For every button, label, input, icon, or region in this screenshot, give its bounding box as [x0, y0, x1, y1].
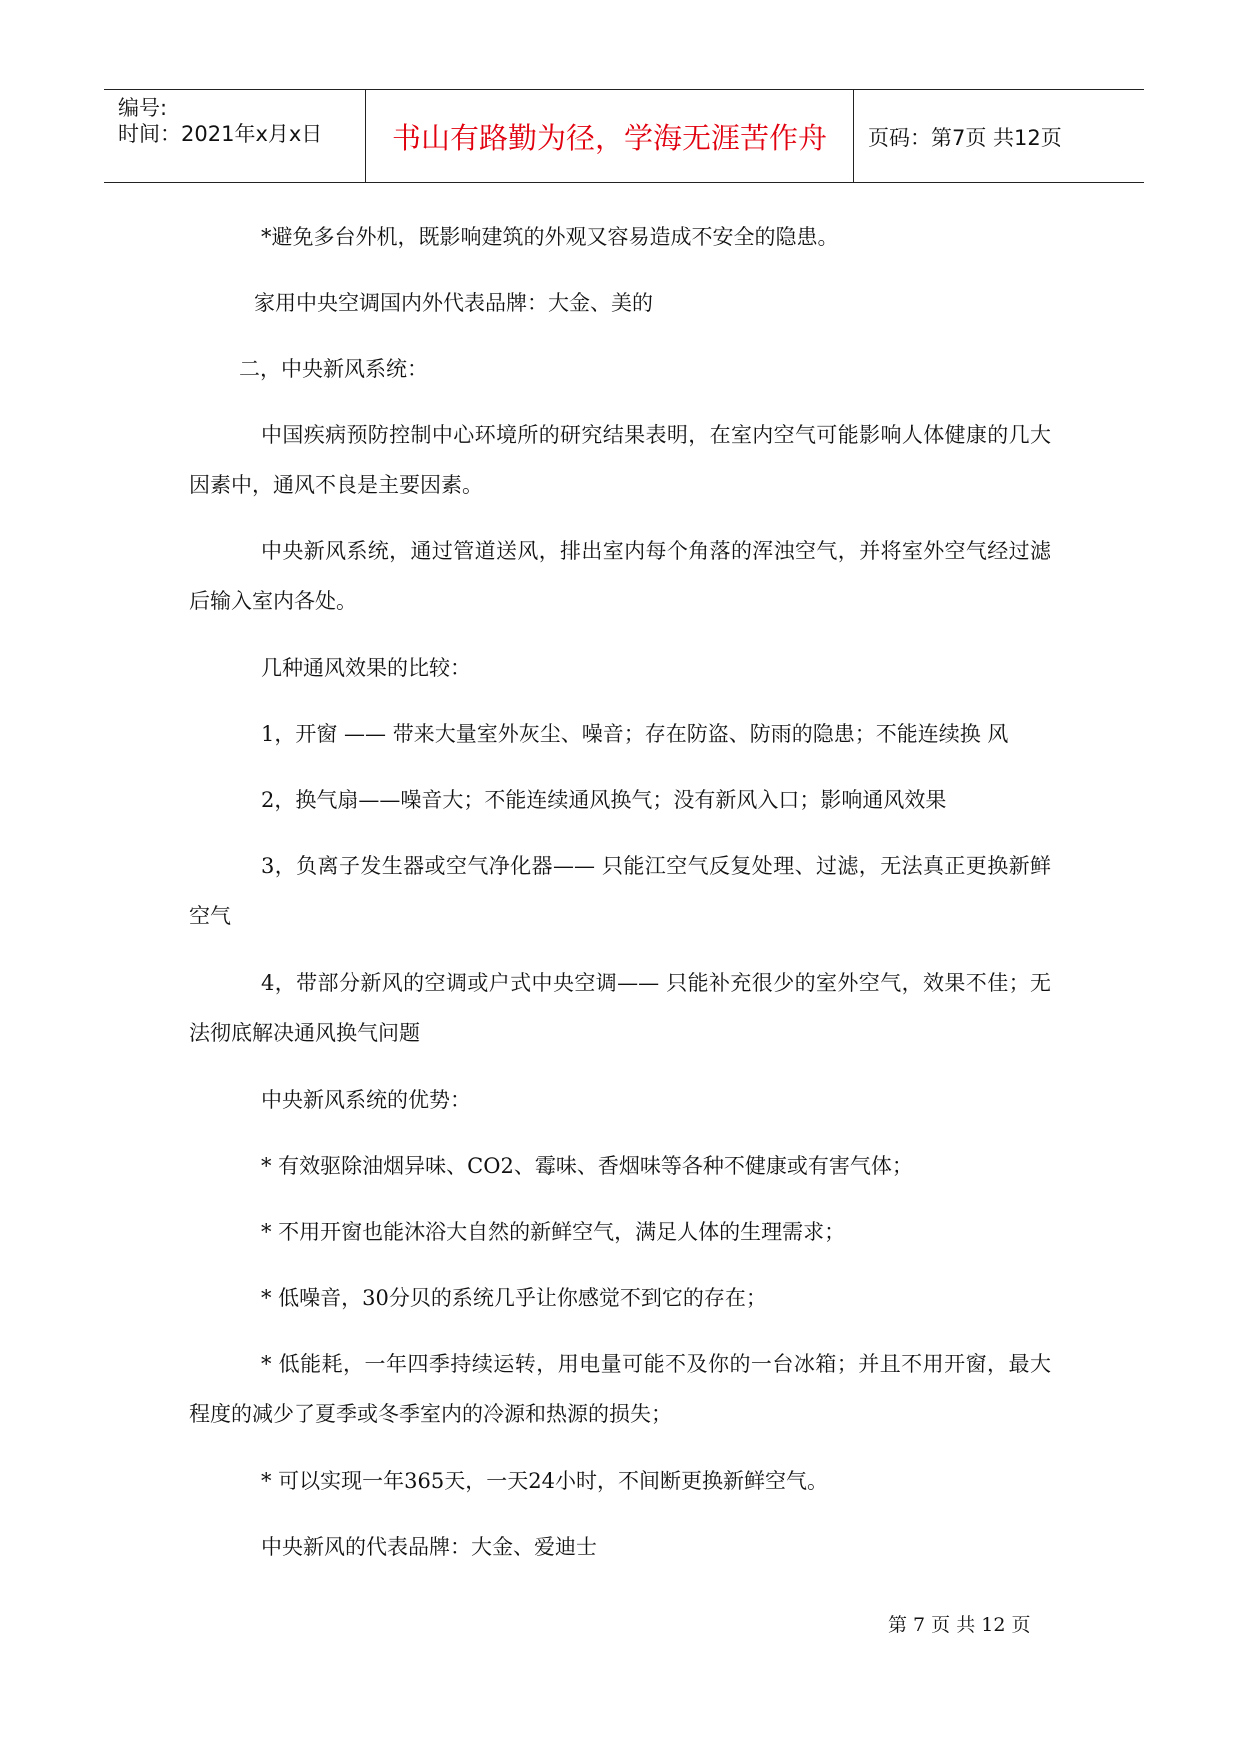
page-code: 页码：第7页 共12页	[868, 126, 1062, 150]
page-header	[104, 89, 1144, 183]
paragraph: 中国疾病预防控制中心环境所的研究结果表明，在室内空气可能影响人体健康的几大因素中，通风不良是主要因素。	[189, 423, 1051, 497]
paragraph: 中央新风系统的优势：	[261, 1088, 471, 1112]
paragraph: 中央新风系统，通过管道送风，排出室内每个角落的浑浊空气，并将室外空气经过滤后输入室内各处。	[189, 539, 1051, 613]
header-page-cell	[854, 90, 1144, 182]
paragraph: 几种通风效果的比较：	[261, 656, 471, 680]
page-footer: 第 7 页 共 12 页	[888, 1614, 1031, 1636]
header-info-cell	[104, 90, 366, 182]
list-item: * 可以实现一年365天，一天24小时，不间断更换新鲜空气。	[261, 1469, 828, 1493]
list-item: 2，换气扇——噪音大；不能连续通风换气；没有新风入口；影响通风效果	[261, 788, 947, 812]
list-item: 4，带部分新风的空调或户式中央空调—— 只能补充很少的室外空气，效果不佳；无法彻底解决通风换气问题	[189, 971, 1051, 1045]
list-item: * 低噪音，30分贝的系统几乎让你感觉不到它的存在；	[261, 1286, 767, 1310]
list-item: * 有效驱除油烟异味、CO2、霉味、香烟味等各种不健康或有害气体；	[261, 1154, 913, 1178]
motto: 书山有路勤为径，学海无涯苦作舟	[391, 121, 827, 155]
paragraph: *避免多台外机，既影响建筑的外观又容易造成不安全的隐患。	[261, 225, 839, 249]
list-item: 3，负离子发生器或空气净化器—— 只能江空气反复处理、过滤，无法真正更换新鲜空气	[189, 854, 1051, 928]
number-label: 编号:	[118, 96, 168, 120]
list-item: * 低能耗，一年四季持续运转，用电量可能不及你的一台冰箱；并且不用开窗，最大程度的减少了夏季或冬季室内的冷源和热源的损失；	[189, 1352, 1051, 1426]
section-heading: 二，中央新风系统：	[239, 357, 428, 381]
list-item: 1，开窗 —— 带来大量室外灰尘、噪音；存在防盗、防雨的隐患；不能连续换 风	[261, 722, 1009, 746]
header-motto-cell	[366, 90, 854, 182]
paragraph: 中央新风的代表品牌：大金、爱迪士	[261, 1535, 597, 1559]
list-item: * 不用开窗也能沐浴大自然的新鲜空气，满足人体的生理需求；	[261, 1220, 846, 1244]
time-label: 时间：2021年x月x日	[118, 122, 323, 146]
paragraph: 家用中央空调国内外代表品牌：大金、美的	[254, 291, 653, 315]
